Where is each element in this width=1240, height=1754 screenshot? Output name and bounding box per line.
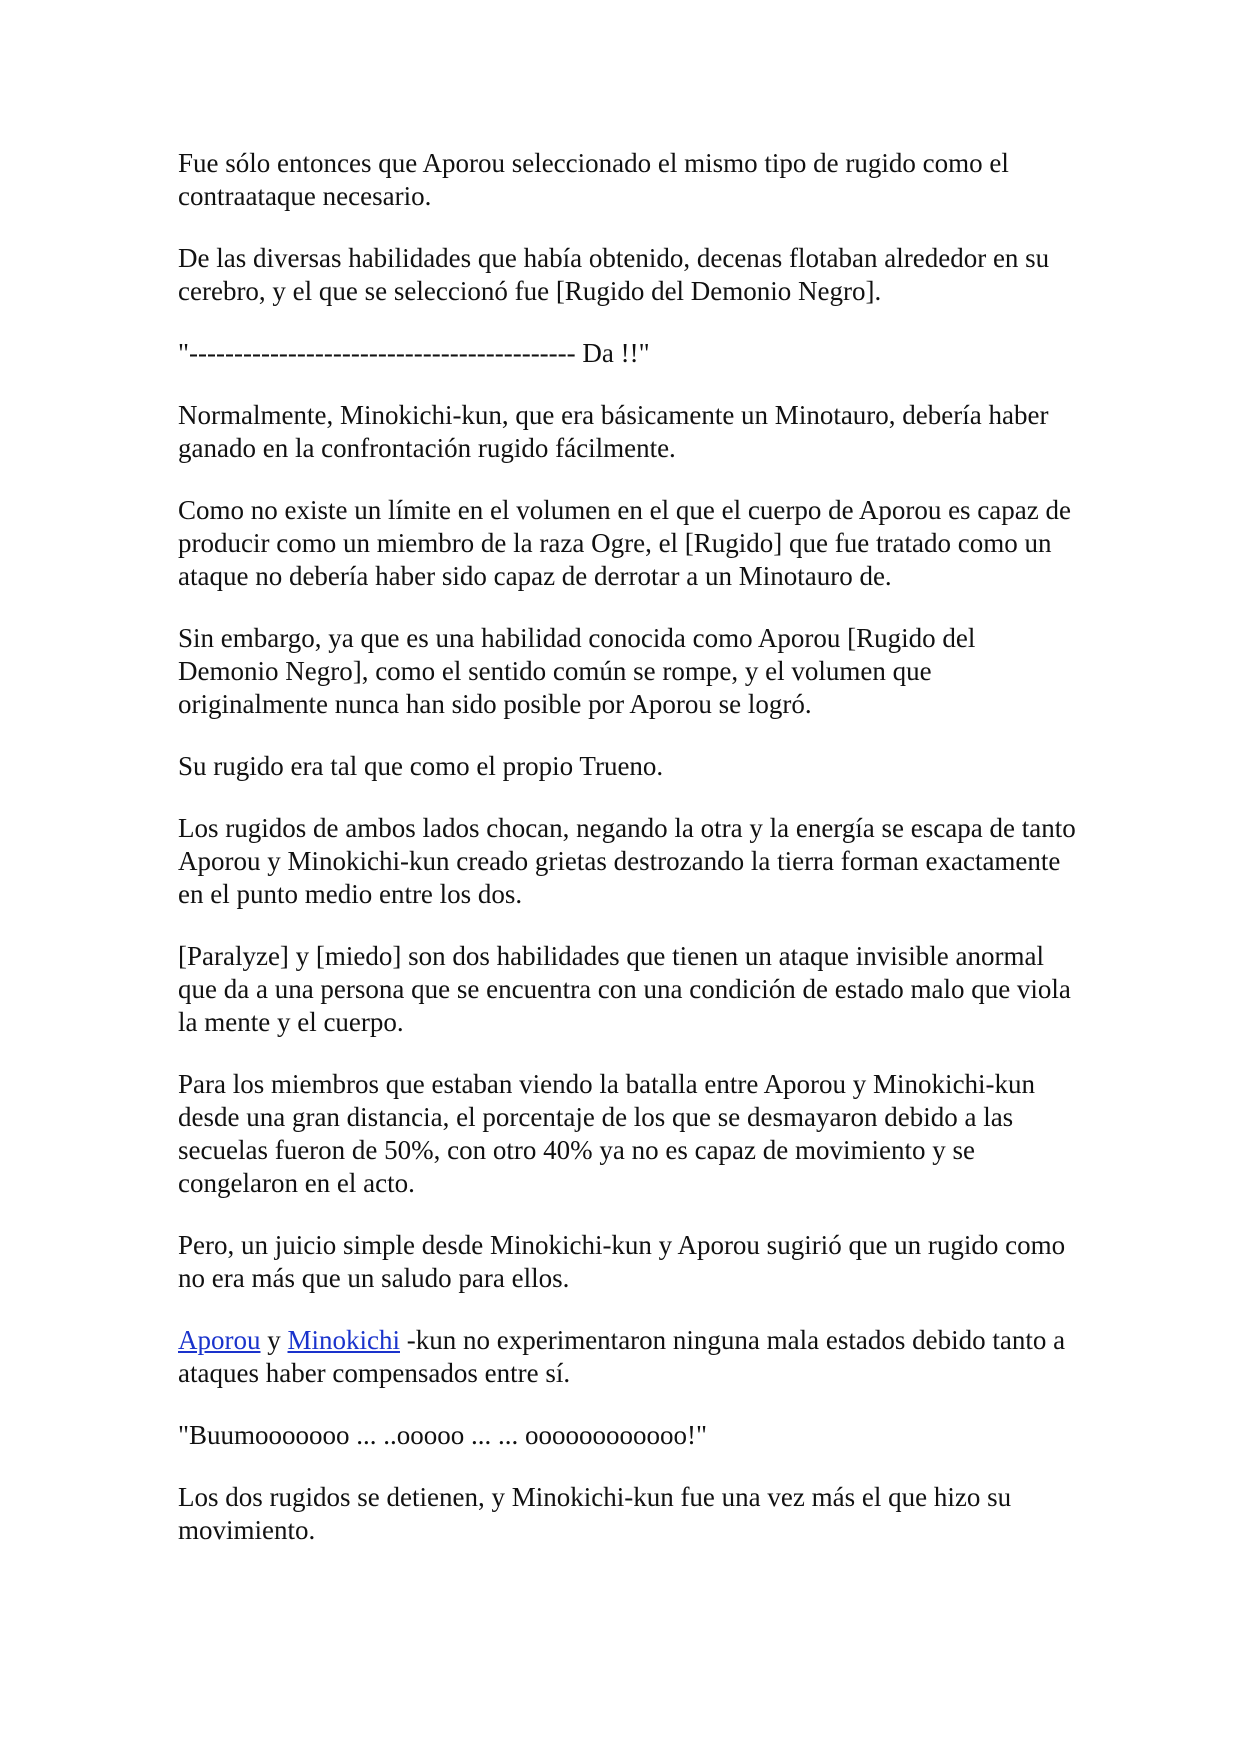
paragraph-14: Los dos rugidos se detienen, y Minokichi-kun fue una vez más el que hizo su movimiento. [178, 1482, 1012, 1545]
paragraph-12-rest: -kun no experimentaron ninguna mala estados debido tanto a ataques haber compensados entre sí. [178, 1325, 1066, 1388]
document-body [178, 147, 1078, 1576]
paragraph-13-dialogue: "Buumooooooo ... ..ooooo ... ... oooooooooooo!" [178, 1420, 708, 1450]
paragraph-3-dialogue: "------------------------------------------- Da !!" [178, 338, 650, 368]
link-minokichi[interactable]: Minokichi [287, 1325, 400, 1355]
paragraph-10: Para los miembros que estaban viendo la batalla entre Aporou y Minokichi-kun desde una gran distancia, el porcentaje de los que se desmayaron debido a las secuelas fueron de 50%, con otro 40% ya no es capaz de movimiento y se congelaron en el acto. [178, 1069, 1036, 1198]
paragraph-1: Fue sólo entonces que Aporou seleccionado el mismo tipo de rugido como el contraataque necesario. [178, 148, 1009, 211]
paragraph-11: Pero, un juicio simple desde Minokichi-kun y Aporou sugirió que un rugido como no era más que un saludo para ellos. [178, 1230, 1066, 1293]
paragraph-12-connector: y [260, 1325, 288, 1355]
link-aporou[interactable]: Aporou [178, 1325, 261, 1355]
paragraph-9: [Paralyze] y [miedo] son dos habilidades que tienen un ataque invisible anormal que da a una persona que se encuentra con una condición de estado malo que viola la mente y el cuerpo. [178, 941, 1071, 1037]
paragraph-7: Su rugido era tal que como el propio Trueno. [178, 751, 664, 781]
paragraph-6: Sin embargo, ya que es una habilidad conocida como Aporou [Rugido del Demonio Negro], como el sentido común se rompe, y el volumen que originalmente nunca han sido posible por Aporou se logró. [178, 623, 976, 719]
paragraph-8: Los rugidos de ambos lados chocan, negando la otra y la energía se escapa de tanto Aporou y Minokichi-kun creado grietas destrozando la tierra forman exactamente en el punto medio entre los dos. [178, 813, 1076, 909]
paragraph-12 [178, 1324, 1078, 1390]
paragraph-4: Normalmente, Minokichi-kun, que era básicamente un Minotauro, debería haber ganado en la confrontación rugido fácilmente. [178, 400, 1049, 463]
paragraph-2: De las diversas habilidades que había obtenido, decenas flotaban alrededor en su cerebro, y el que se seleccionó fue [Rugido del Demonio Negro]. [178, 243, 1050, 306]
paragraph-5: Como no existe un límite en el volumen en el que el cuerpo de Aporou es capaz de producir como un miembro de la raza Ogre, el [Rugido] que fue tratado como un ataque no debería haber sido capaz de derrotar a un Minotauro de. [178, 495, 1071, 591]
